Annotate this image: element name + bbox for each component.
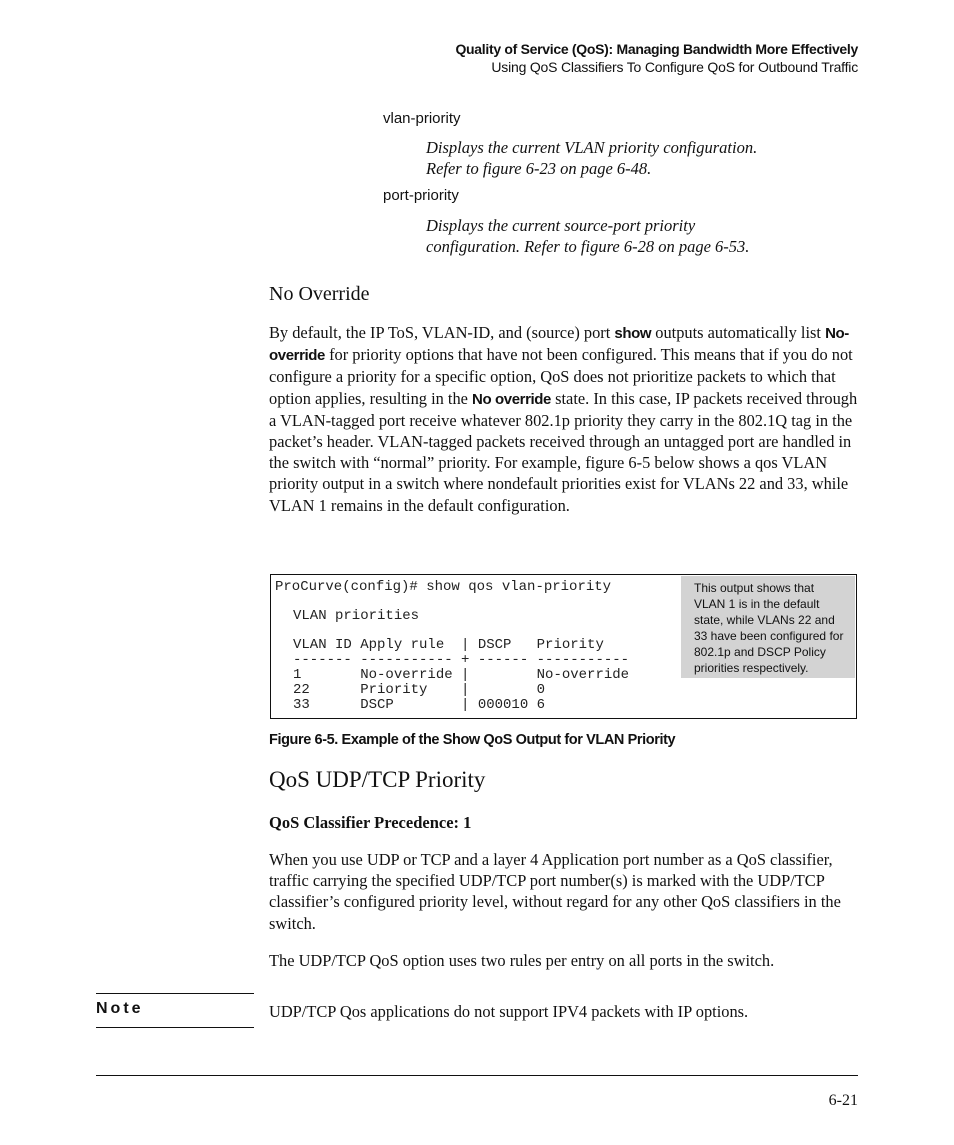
text-run: outputs automatically list: [651, 323, 826, 342]
page-number: 6-21: [828, 1092, 858, 1109]
text-run: By default, the IP ToS, VLAN-ID, and (source) port: [269, 323, 615, 342]
bold-run-no-override: No-override: [269, 325, 849, 365]
desc-port-priority-line2: configuration. Refer to figure 6-28 on page 6-53.: [426, 237, 750, 256]
text-run: state. In this case, IP packets received through a VLAN-tagged port receive whatever 802.1p priority they carry in the 802.1Q tag in the packet’s header. VLAN-tagged packets received through an untagged port are handled in the switch with “normal” priority. For example, figure 6-5 below shows a qos VLAN priority output in a switch where nondefault priorities exist for VLANs 22 and 33, while VLAN 1 remains in the default configuration.: [269, 388, 858, 515]
note-label: Note: [96, 1000, 144, 1017]
note-text: UDP/TCP Qos applications do not support IPV4 packets with IP options.: [269, 1002, 749, 1021]
classifier-precedence: QoS Classifier Precedence: 1: [269, 813, 472, 832]
desc-vlan-priority: [426, 137, 846, 179]
figure-caption: Figure 6-5. Example of the Show QoS Output for VLAN Priority: [269, 732, 676, 748]
no-override-paragraph: [269, 322, 861, 516]
running-header-title: Quality of Service (QoS): Managing Bandwidth More Effectively: [455, 41, 858, 57]
cli-table-separator: ------- ----------- + ------ -----------: [293, 652, 630, 668]
cli-table-row: 33 DSCP | 000010 6: [293, 697, 546, 713]
bold-run-no-override-state: No override: [472, 390, 552, 408]
section-heading-no-override: No Override: [269, 283, 370, 305]
note-top-rule: [96, 993, 254, 994]
text-run: for priority options that have not been configured. This means that if you do not configure a priority for a specific option, QoS does not prioritize packets to which that option applies, resulting in the: [269, 345, 853, 408]
bold-run-show: show: [614, 325, 652, 342]
section-heading-udp-tcp: QoS UDP/TCP Priority: [269, 767, 486, 792]
desc-vlan-priority-line1: Displays the current VLAN priority configuration.: [426, 138, 758, 157]
udp-tcp-paragraph-1: When you use UDP or TCP and a layer 4 Application port number as a QoS classifier, traffic carrying the specified UDP/TCP port number(s) is marked with the UDP/TCP classifier’s configured priority level, without regard for any other QoS classifiers in the switch.: [269, 850, 841, 933]
desc-port-priority-line1: Displays the current source-port priority: [426, 216, 696, 235]
note-bottom-rule: [96, 1027, 254, 1028]
term-port-priority: port-priority: [383, 187, 459, 204]
udp-tcp-paragraph-2: The UDP/TCP QoS option uses two rules per entry on all ports in the switch.: [269, 951, 775, 970]
running-header-subtitle: Using QoS Classifiers To Configure QoS for Outbound Traffic: [491, 59, 858, 75]
term-vlan-priority: vlan-priority: [383, 110, 461, 127]
footer-rule: [96, 1075, 858, 1076]
cli-table-row: 1 No-override | No-override: [293, 667, 630, 683]
desc-vlan-priority-line2: Refer to figure 6-23 on page 6-48.: [426, 159, 652, 178]
cli-table-header: VLAN ID Apply rule | DSCP Priority: [293, 637, 604, 653]
cli-table-row: 22 Priority | 0: [293, 682, 546, 698]
desc-port-priority: [426, 215, 846, 257]
cli-prompt-line: ProCurve(config)# show qos vlan-priority: [275, 579, 612, 595]
figure-callout: This output shows that VLAN 1 is in the default state, while VLANs 22 and 33 have been configured for 802.1p and DSCP Policy priorities respectively.: [681, 576, 855, 678]
cli-section-title: VLAN priorities: [293, 608, 420, 624]
